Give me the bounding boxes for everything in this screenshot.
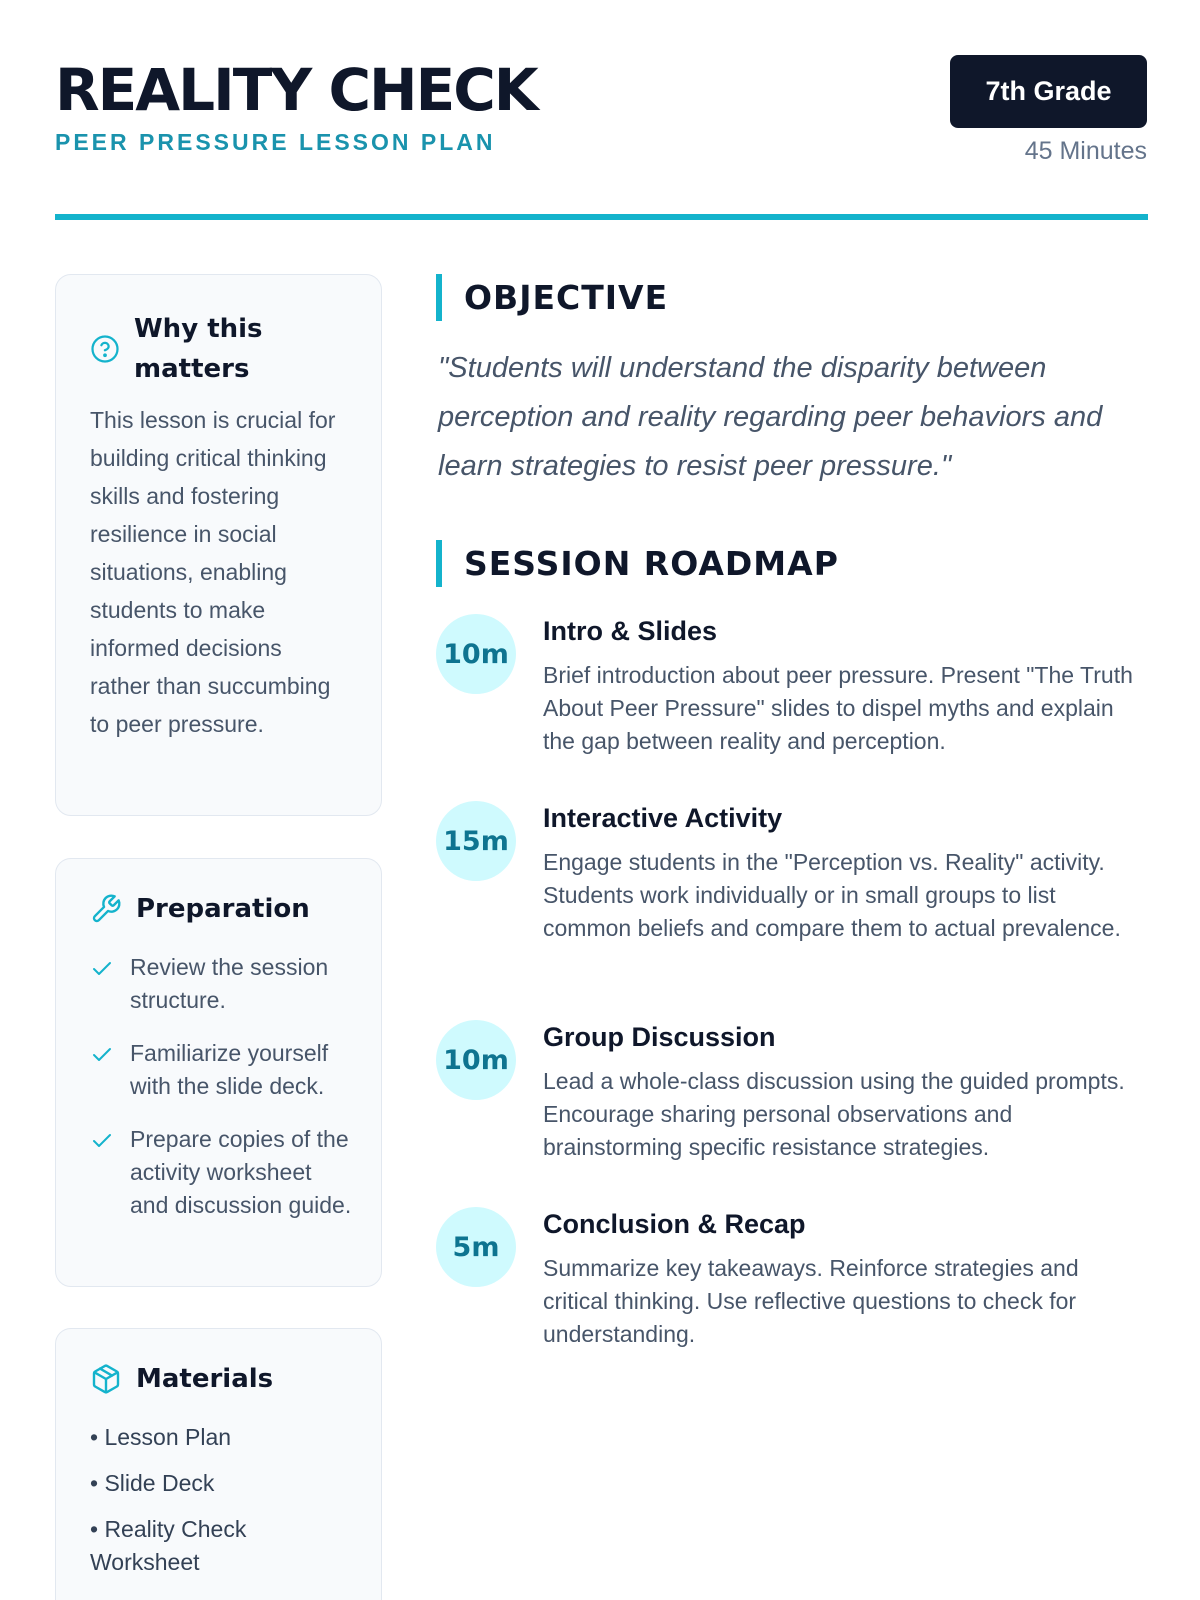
page-title: REALITY CHECK [55, 56, 537, 124]
step-description: Summarize key takeaways. Reinforce strategies and critical thinking. Use reflective questions to check for understanding. [543, 1255, 1079, 1347]
list-item: • Slide Deck [90, 1470, 215, 1496]
list-item [90, 1123, 355, 1222]
objective-quote: "Students will understand the disparity between perception and reality regarding peer behaviors and learn strategies to resist peer pressure." [438, 352, 1103, 482]
why-this-matters-header [90, 309, 284, 389]
list-item-text: Review the session structure. [130, 954, 329, 1013]
preparation-title: Preparation [136, 894, 310, 924]
why-this-matters-title: Why this matters [134, 314, 263, 384]
objective-heading: OBJECTIVE [436, 274, 668, 321]
materials-list [90, 1421, 350, 1592]
preparation-card [55, 858, 382, 1287]
why-this-matters-text: This lesson is crucial for building critical thinking skills and fostering resilience in social situations, enabling students to make informed decisions rather than succumbing to peer pressure. [90, 407, 336, 737]
materials-title: Materials [136, 1364, 274, 1394]
step-description: Lead a whole-class discussion using the guided prompts. Encourage sharing personal observations and brainstorming specific resistance strategies. [543, 1068, 1125, 1160]
check-icon [90, 1123, 130, 1158]
header-divider [55, 214, 1148, 220]
why-this-matters-card [55, 274, 382, 816]
check-icon [90, 951, 130, 986]
list-item-text: Prepare copies of the activity worksheet and discussion guide. [130, 1126, 352, 1218]
step-title: Interactive Activity [543, 803, 783, 833]
duration-label: 45 Minutes [1024, 137, 1147, 165]
list-item: • Reality Check Worksheet [90, 1516, 247, 1575]
package-icon [90, 1363, 122, 1395]
page-subtitle: PEER PRESSURE LESSON PLAN [55, 129, 496, 155]
preparation-list [90, 951, 355, 1242]
list-item [90, 1037, 355, 1103]
roadmap-heading: SESSION ROADMAP [436, 540, 839, 587]
step-description: Brief introduction about peer pressure. Present "The Truth About Peer Pressure" slides to dispel myths and explain the gap between reality and perception. [543, 662, 1133, 754]
step-title: Group Discussion [543, 1022, 776, 1052]
step-time-badge: 10m [436, 1020, 516, 1100]
page-header [55, 55, 1147, 215]
step-description: Engage students in the "Perception vs. Reality" activity. Students work individually or in small groups to list common beliefs and compare them to actual prevalence. [543, 849, 1121, 941]
grade-badge: 7th Grade [950, 55, 1147, 128]
preparation-header [90, 889, 310, 929]
check-icon [90, 1037, 130, 1072]
help-circle-icon [90, 334, 120, 364]
step-title: Intro & Slides [543, 616, 718, 646]
list-item [90, 951, 355, 1017]
step-time-badge: 5m [436, 1207, 516, 1287]
list-item-text: Familiarize yourself with the slide deck. [130, 1040, 329, 1099]
step-time-badge: 10m [436, 614, 516, 694]
materials-card [55, 1328, 382, 1600]
step-time-badge: 15m [436, 801, 516, 881]
step-title: Conclusion & Recap [543, 1209, 806, 1239]
list-item: • Lesson Plan [90, 1424, 232, 1450]
wrench-icon [90, 893, 122, 925]
materials-header [90, 1359, 273, 1399]
